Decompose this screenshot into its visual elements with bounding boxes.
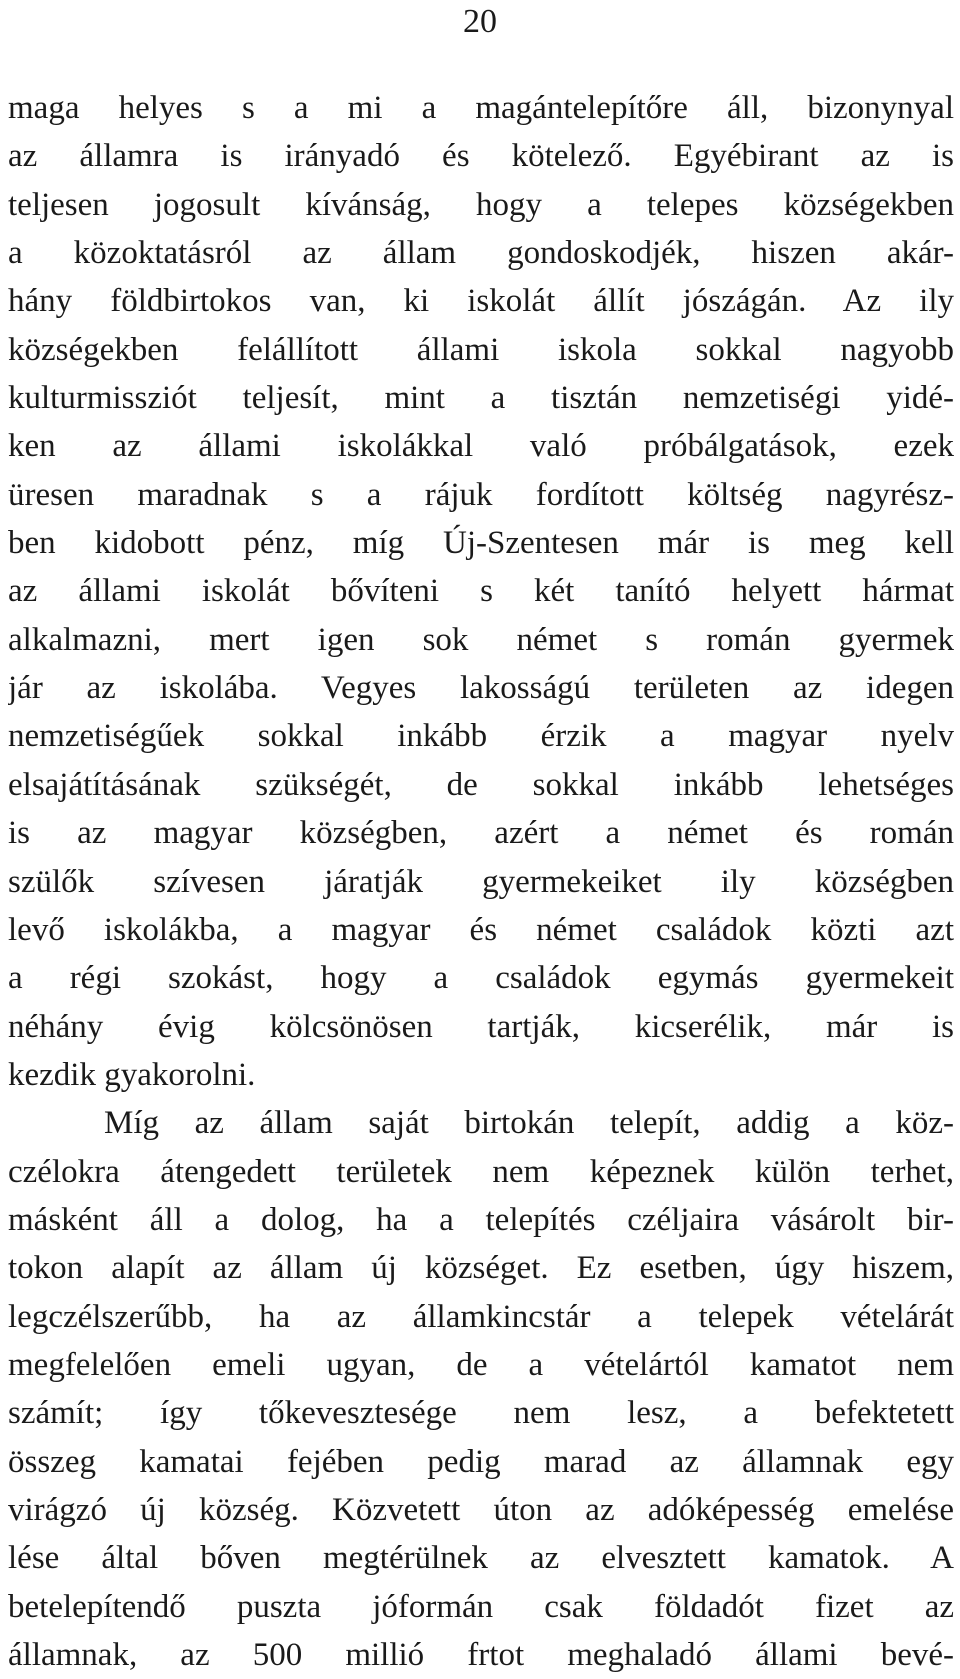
text-line: ben kidobott pénz, míg Új-Szentesen már is meg kell (8, 525, 954, 562)
text-line: is az magyar községben, azért a német és román (8, 815, 954, 852)
text-line: az államra is irányadó és kötelező. Egyébirant az is (8, 138, 954, 175)
text-line: levő iskolákba, a magyar és német családok közti azt (8, 911, 954, 948)
paragraph-start-line: Míg az állam saját birtokán telepít, addig a köz- (104, 1105, 954, 1142)
text-line: számít; így tőkevesztesége nem lesz, a befektetett (8, 1395, 954, 1432)
text-line: üresen maradnak s a rájuk fordított költség nagyrész- (8, 476, 954, 513)
text-line: a régi szokást, hogy a családok egymás gyermekeit (8, 960, 954, 997)
text-line: községekben felállított állami iskola sokkal nagyobb (8, 331, 954, 368)
body-text (8, 84, 954, 1679)
text-line: néhány évig kölcsönösen tartják, kicserélik, már is (8, 1008, 954, 1045)
text-line: jár az iskolába. Vegyes lakosságú területen az idegen (8, 670, 954, 707)
text-line: az állami iskolát bővíteni s két tanító helyett hármat (8, 573, 954, 610)
text-line: kezdik gyakorolni. (8, 1056, 256, 1093)
text-line: államnak, az 500 millió frtot meghaladó állami bevé- (8, 1637, 954, 1673)
text-line: megfelelően emeli ugyan, de a vételártól kamatot nem (8, 1346, 954, 1383)
text-line: betelepítendő puszta jóformán csak földadót fizet az (8, 1588, 954, 1625)
text-line: másként áll a dolog, ha a telepítés czéljaira vásárolt bir- (8, 1201, 954, 1238)
text-line: összeg kamatai fejében pedig marad az államnak egy (8, 1443, 954, 1480)
text-line: tokon alapít az állam új községet. Ez esetben, úgy hiszem, (8, 1250, 954, 1287)
text-line: elsajátításának szükségét, de sokkal inkább lehetséges (8, 766, 954, 803)
text-line: szülők szívesen járatják gyermekeiket ily községben (8, 863, 954, 900)
text-line: teljesen jogosult kívánság, hogy a telepes községekben (8, 186, 954, 223)
text-line: hány földbirtokos van, ki iskolát állít jószágán. Az ily (8, 283, 954, 320)
text-line: legczélszerűbb, ha az államkincstár a telepek vételárát (8, 1298, 954, 1335)
text-line: nemzetiségűek sokkal inkább érzik a magyar nyelv (8, 718, 954, 755)
text-line: maga helyes s a mi a magántelepítőre áll, bizonynyal (8, 90, 954, 126)
text-line: lése által bőven megtérülnek az elvesztett kamatok. A (8, 1540, 954, 1577)
text-line: virágzó új község. Közvetett úton az adóképesség emelése (8, 1491, 954, 1528)
text-line: kulturmissziót teljesít, mint a tisztán nemzetiségi yidé- (8, 380, 954, 417)
text-line: a közoktatásról az állam gondoskodjék, hiszen akár- (8, 235, 954, 272)
text-line: czélokra átengedett területek nem képeznek külön terhet, (8, 1153, 954, 1190)
page-number: 20 (463, 3, 497, 40)
text-line: alkalmazni, mert igen sok német s román gyermek (8, 621, 954, 658)
text-line: ken az állami iskolákkal való próbálgatások, ezek (8, 428, 954, 465)
